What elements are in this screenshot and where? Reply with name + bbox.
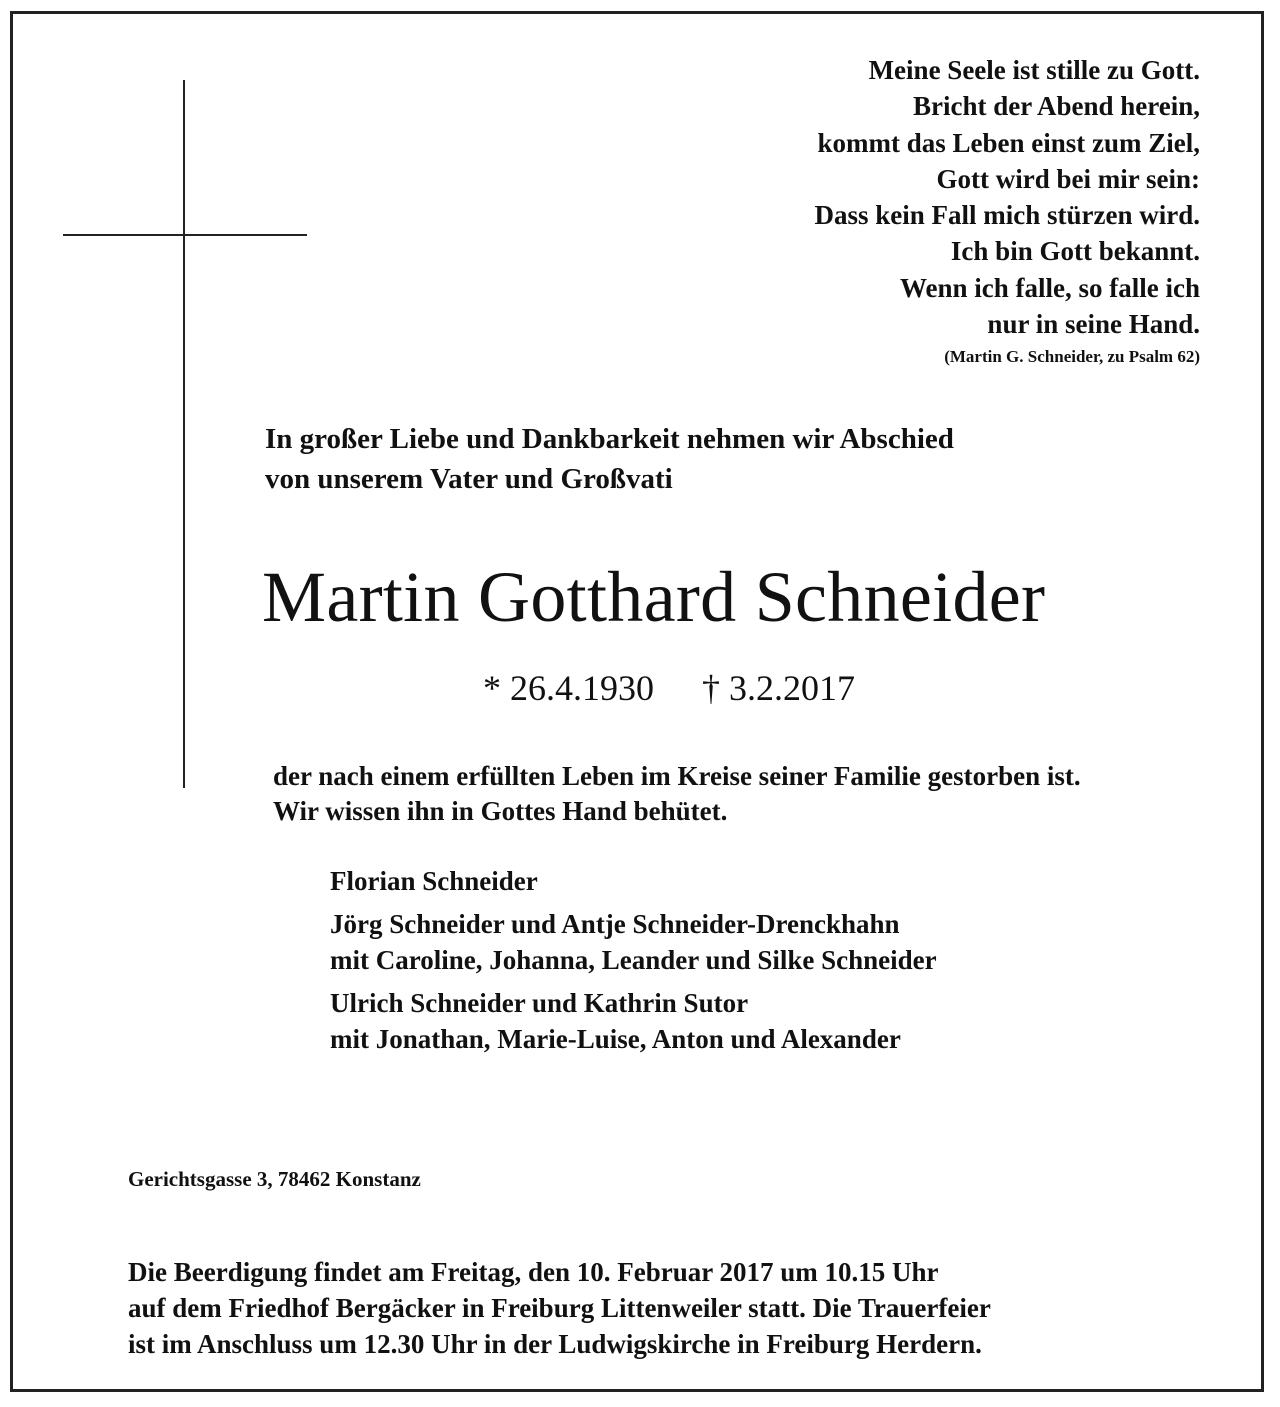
birth-date: * 26.4.1930: [483, 668, 654, 708]
death-date: † 3.2.2017: [702, 668, 855, 708]
message-line-1: der nach einem erfüllten Leben im Kreise seiner Familie gestorben ist.: [273, 761, 1081, 791]
family-line: Jörg Schneider und Antje Schneider-Drenckhahn: [330, 909, 900, 939]
family-line: Ulrich Schneider und Kathrin Sutor: [330, 988, 749, 1018]
poem-line: Dass kein Fall mich stürzen wird.: [814, 200, 1200, 231]
family-list: [330, 863, 1090, 1064]
funeral-line-2: auf dem Friedhof Bergäcker in Freiburg Littenweiler statt. Die Trauerfeier: [128, 1293, 991, 1323]
family-group: [330, 985, 1090, 1057]
message-text: [273, 759, 1233, 829]
poem-source: (Martin G. Schneider, zu Psalm 62): [944, 347, 1200, 367]
message-line-2: Wir wissen ihn in Gottes Hand behütet.: [273, 796, 728, 826]
deceased-name: Martin Gotthard Schneider: [262, 557, 1046, 637]
poem-line: Gott wird bei mir sein:: [936, 163, 1200, 194]
funeral-line-3: ist im Anschluss um 12.30 Uhr in der Ludwigskirche in Freiburg Herdern.: [128, 1329, 982, 1359]
cross-vertical-bar: [183, 80, 185, 788]
poem-line: nur in seine Hand.: [987, 309, 1200, 340]
family-line: mit Jonathan, Marie-Luise, Anton und Alexander: [330, 1024, 901, 1054]
poem-line: Ich bin Gott bekannt.: [950, 236, 1200, 267]
family-line: mit Caroline, Johanna, Leander und Silke Schneider: [330, 945, 937, 975]
poem: [640, 52, 1200, 372]
family-group: [330, 906, 1090, 978]
life-dates: [483, 665, 983, 711]
intro-text: [265, 419, 1165, 499]
poem-line: Wenn ich falle, so falle ich: [900, 272, 1200, 303]
address: Gerichtsgasse 3, 78462 Konstanz: [128, 1167, 421, 1191]
funeral-line-1: Die Beerdigung findet am Freitag, den 10. Februar 2017 um 10.15 Uhr: [128, 1257, 939, 1287]
poem-line: kommt das Leben einst zum Ziel,: [817, 127, 1200, 158]
cross-horizontal-bar: [63, 234, 307, 236]
poem-line: Meine Seele ist stille zu Gott.: [868, 55, 1200, 85]
family-group: [330, 863, 1090, 899]
family-line: Florian Schneider: [330, 866, 538, 896]
intro-line-2: von unserem Vater und Großvati: [265, 463, 673, 495]
poem-line: Bricht der Abend herein,: [912, 91, 1200, 122]
intro-line-1: In großer Liebe und Dankbarkeit nehmen wir Abschied: [265, 423, 954, 455]
funeral-info: [128, 1254, 1088, 1362]
